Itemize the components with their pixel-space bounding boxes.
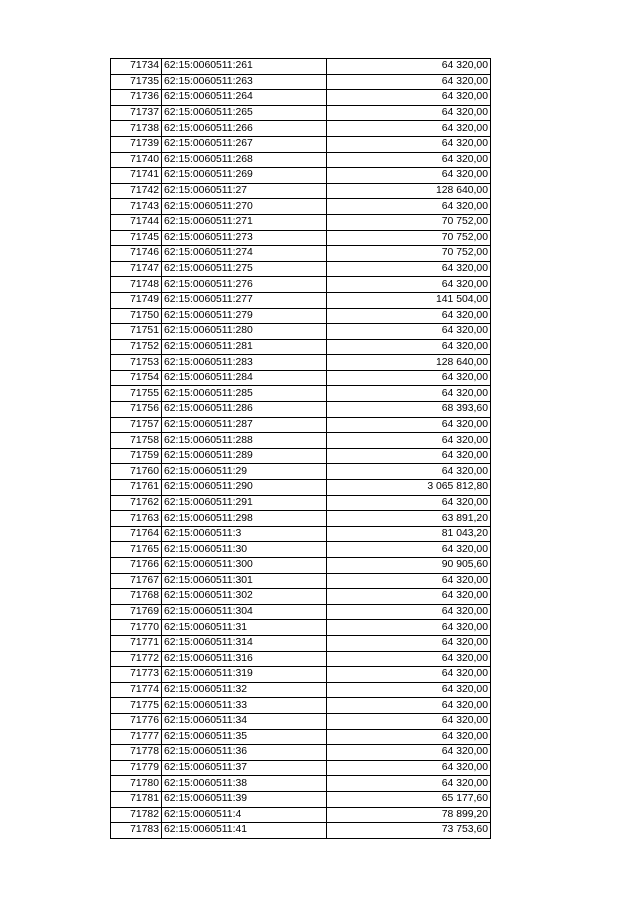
value-cell: 64 320,00 bbox=[327, 635, 491, 651]
cadastral-number-cell: 62:15:0060511:285 bbox=[162, 386, 327, 402]
table-row bbox=[111, 651, 491, 667]
value-cell: 70 752,00 bbox=[327, 230, 491, 246]
value-cell: 64 320,00 bbox=[327, 729, 491, 745]
cadastral-number-cell: 62:15:0060511:275 bbox=[162, 261, 327, 277]
table-row bbox=[111, 324, 491, 340]
table-row bbox=[111, 433, 491, 449]
row-number-cell: 71783 bbox=[111, 823, 162, 839]
row-number-cell: 71744 bbox=[111, 214, 162, 230]
value-cell: 63 891,20 bbox=[327, 511, 491, 527]
row-number-cell: 71747 bbox=[111, 261, 162, 277]
value-cell: 64 320,00 bbox=[327, 713, 491, 729]
cadastral-number-cell: 62:15:0060511:36 bbox=[162, 745, 327, 761]
row-number-cell: 71751 bbox=[111, 324, 162, 340]
cadastral-number-cell: 62:15:0060511:41 bbox=[162, 823, 327, 839]
cadastral-number-cell: 62:15:0060511:279 bbox=[162, 308, 327, 324]
table-row bbox=[111, 745, 491, 761]
row-number-cell: 71736 bbox=[111, 90, 162, 106]
cadastral-number-cell: 62:15:0060511:314 bbox=[162, 635, 327, 651]
table-row bbox=[111, 480, 491, 496]
value-cell: 64 320,00 bbox=[327, 152, 491, 168]
table-row bbox=[111, 261, 491, 277]
row-number-cell: 71738 bbox=[111, 121, 162, 137]
table-row bbox=[111, 370, 491, 386]
value-cell: 90 905,60 bbox=[327, 558, 491, 574]
table-row bbox=[111, 339, 491, 355]
row-number-cell: 71770 bbox=[111, 620, 162, 636]
table-row bbox=[111, 152, 491, 168]
cadastral-number-cell: 62:15:0060511:273 bbox=[162, 230, 327, 246]
value-cell: 73 753,60 bbox=[327, 823, 491, 839]
cadastral-number-cell: 62:15:0060511:290 bbox=[162, 480, 327, 496]
row-number-cell: 71758 bbox=[111, 433, 162, 449]
table-row bbox=[111, 682, 491, 698]
cadastral-number-cell: 62:15:0060511:316 bbox=[162, 651, 327, 667]
row-number-cell: 71760 bbox=[111, 464, 162, 480]
cadastral-number-cell: 62:15:0060511:289 bbox=[162, 448, 327, 464]
row-number-cell: 71781 bbox=[111, 791, 162, 807]
table-row bbox=[111, 199, 491, 215]
table-row bbox=[111, 168, 491, 184]
value-cell: 64 320,00 bbox=[327, 386, 491, 402]
row-number-cell: 71771 bbox=[111, 635, 162, 651]
row-number-cell: 71752 bbox=[111, 339, 162, 355]
row-number-cell: 71754 bbox=[111, 370, 162, 386]
value-cell: 64 320,00 bbox=[327, 417, 491, 433]
value-cell: 64 320,00 bbox=[327, 745, 491, 761]
table-row bbox=[111, 713, 491, 729]
value-cell: 64 320,00 bbox=[327, 90, 491, 106]
value-cell: 128 640,00 bbox=[327, 183, 491, 199]
table-row bbox=[111, 526, 491, 542]
value-cell: 81 043,20 bbox=[327, 526, 491, 542]
cadastral-number-cell: 62:15:0060511:283 bbox=[162, 355, 327, 371]
value-cell: 64 320,00 bbox=[327, 651, 491, 667]
row-number-cell: 71764 bbox=[111, 526, 162, 542]
row-number-cell: 71778 bbox=[111, 745, 162, 761]
cadastral-number-cell: 62:15:0060511:288 bbox=[162, 433, 327, 449]
row-number-cell: 71774 bbox=[111, 682, 162, 698]
row-number-cell: 71763 bbox=[111, 511, 162, 527]
table-row bbox=[111, 136, 491, 152]
table-row bbox=[111, 90, 491, 106]
cadastral-number-cell: 62:15:0060511:268 bbox=[162, 152, 327, 168]
row-number-cell: 71739 bbox=[111, 136, 162, 152]
cadastral-number-cell: 62:15:0060511:35 bbox=[162, 729, 327, 745]
value-cell: 64 320,00 bbox=[327, 308, 491, 324]
row-number-cell: 71737 bbox=[111, 105, 162, 121]
table-row bbox=[111, 74, 491, 90]
row-number-cell: 71777 bbox=[111, 729, 162, 745]
value-cell: 64 320,00 bbox=[327, 620, 491, 636]
cadastral-number-cell: 62:15:0060511:270 bbox=[162, 199, 327, 215]
table-row bbox=[111, 183, 491, 199]
value-cell: 64 320,00 bbox=[327, 542, 491, 558]
value-cell: 64 320,00 bbox=[327, 121, 491, 137]
row-number-cell: 71775 bbox=[111, 698, 162, 714]
value-cell: 64 320,00 bbox=[327, 370, 491, 386]
value-cell: 64 320,00 bbox=[327, 324, 491, 340]
value-cell: 128 640,00 bbox=[327, 355, 491, 371]
cadastral-number-cell: 62:15:0060511:38 bbox=[162, 776, 327, 792]
row-number-cell: 71756 bbox=[111, 402, 162, 418]
value-cell: 70 752,00 bbox=[327, 214, 491, 230]
table-row bbox=[111, 573, 491, 589]
row-number-cell: 71773 bbox=[111, 667, 162, 683]
row-number-cell: 71779 bbox=[111, 760, 162, 776]
cadastral-number-cell: 62:15:0060511:31 bbox=[162, 620, 327, 636]
table-row bbox=[111, 542, 491, 558]
value-cell: 64 320,00 bbox=[327, 433, 491, 449]
value-cell: 64 320,00 bbox=[327, 74, 491, 90]
table-row bbox=[111, 558, 491, 574]
value-cell: 64 320,00 bbox=[327, 760, 491, 776]
row-number-cell: 71780 bbox=[111, 776, 162, 792]
cadastral-number-cell: 62:15:0060511:29 bbox=[162, 464, 327, 480]
cadastral-number-cell: 62:15:0060511:291 bbox=[162, 495, 327, 511]
row-number-cell: 71742 bbox=[111, 183, 162, 199]
table-row bbox=[111, 292, 491, 308]
value-cell: 64 320,00 bbox=[327, 261, 491, 277]
cadastral-number-cell: 62:15:0060511:284 bbox=[162, 370, 327, 386]
table-row bbox=[111, 355, 491, 371]
row-number-cell: 71734 bbox=[111, 59, 162, 75]
table-row bbox=[111, 230, 491, 246]
cadastral-number-cell: 62:15:0060511:302 bbox=[162, 589, 327, 605]
cadastral-number-cell: 62:15:0060511:263 bbox=[162, 74, 327, 90]
cadastral-number-cell: 62:15:0060511:271 bbox=[162, 214, 327, 230]
table-row bbox=[111, 698, 491, 714]
row-number-cell: 71743 bbox=[111, 199, 162, 215]
cadastral-number-cell: 62:15:0060511:286 bbox=[162, 402, 327, 418]
value-cell: 65 177,60 bbox=[327, 791, 491, 807]
cadastral-number-cell: 62:15:0060511:4 bbox=[162, 807, 327, 823]
cadastral-number-cell: 62:15:0060511:280 bbox=[162, 324, 327, 340]
row-number-cell: 71755 bbox=[111, 386, 162, 402]
row-number-cell: 71776 bbox=[111, 713, 162, 729]
row-number-cell: 71772 bbox=[111, 651, 162, 667]
cadastral-number-cell: 62:15:0060511:300 bbox=[162, 558, 327, 574]
cadastral-number-cell: 62:15:0060511:304 bbox=[162, 604, 327, 620]
table-row bbox=[111, 417, 491, 433]
table-row bbox=[111, 277, 491, 293]
row-number-cell: 71746 bbox=[111, 246, 162, 262]
cadastral-number-cell: 62:15:0060511:301 bbox=[162, 573, 327, 589]
row-number-cell: 71735 bbox=[111, 74, 162, 90]
value-cell: 64 320,00 bbox=[327, 277, 491, 293]
row-number-cell: 71748 bbox=[111, 277, 162, 293]
row-number-cell: 71745 bbox=[111, 230, 162, 246]
value-cell: 64 320,00 bbox=[327, 776, 491, 792]
row-number-cell: 71767 bbox=[111, 573, 162, 589]
cadastral-number-cell: 62:15:0060511:27 bbox=[162, 183, 327, 199]
cadastral-number-cell: 62:15:0060511:34 bbox=[162, 713, 327, 729]
table-row bbox=[111, 448, 491, 464]
table-row bbox=[111, 59, 491, 75]
table-row bbox=[111, 791, 491, 807]
table-row bbox=[111, 402, 491, 418]
table-row bbox=[111, 635, 491, 651]
row-number-cell: 71757 bbox=[111, 417, 162, 433]
table-row bbox=[111, 495, 491, 511]
value-cell: 64 320,00 bbox=[327, 448, 491, 464]
table-row bbox=[111, 823, 491, 839]
cadastral-number-cell: 62:15:0060511:281 bbox=[162, 339, 327, 355]
row-number-cell: 71749 bbox=[111, 292, 162, 308]
cadastral-number-cell: 62:15:0060511:277 bbox=[162, 292, 327, 308]
value-cell: 64 320,00 bbox=[327, 682, 491, 698]
cadastral-number-cell: 62:15:0060511:269 bbox=[162, 168, 327, 184]
cadastral-value-table bbox=[110, 58, 491, 839]
value-cell: 70 752,00 bbox=[327, 246, 491, 262]
table-body bbox=[111, 59, 491, 839]
cadastral-number-cell: 62:15:0060511:33 bbox=[162, 698, 327, 714]
value-cell: 64 320,00 bbox=[327, 667, 491, 683]
value-cell: 78 899,20 bbox=[327, 807, 491, 823]
table-row bbox=[111, 214, 491, 230]
cadastral-number-cell: 62:15:0060511:264 bbox=[162, 90, 327, 106]
value-cell: 141 504,00 bbox=[327, 292, 491, 308]
value-cell: 3 065 812,80 bbox=[327, 480, 491, 496]
table-row bbox=[111, 667, 491, 683]
cadastral-number-cell: 62:15:0060511:298 bbox=[162, 511, 327, 527]
value-cell: 64 320,00 bbox=[327, 199, 491, 215]
table-row bbox=[111, 246, 491, 262]
table-row bbox=[111, 729, 491, 745]
cadastral-number-cell: 62:15:0060511:274 bbox=[162, 246, 327, 262]
table-row bbox=[111, 308, 491, 324]
table-row bbox=[111, 807, 491, 823]
value-cell: 64 320,00 bbox=[327, 604, 491, 620]
value-cell: 64 320,00 bbox=[327, 339, 491, 355]
row-number-cell: 71759 bbox=[111, 448, 162, 464]
row-number-cell: 71762 bbox=[111, 495, 162, 511]
row-number-cell: 71765 bbox=[111, 542, 162, 558]
row-number-cell: 71740 bbox=[111, 152, 162, 168]
value-cell: 64 320,00 bbox=[327, 698, 491, 714]
cadastral-number-cell: 62:15:0060511:32 bbox=[162, 682, 327, 698]
cadastral-number-cell: 62:15:0060511:30 bbox=[162, 542, 327, 558]
value-cell: 64 320,00 bbox=[327, 168, 491, 184]
table-row bbox=[111, 121, 491, 137]
table-row bbox=[111, 386, 491, 402]
table-row bbox=[111, 589, 491, 605]
cadastral-number-cell: 62:15:0060511:276 bbox=[162, 277, 327, 293]
table-row bbox=[111, 760, 491, 776]
cadastral-number-cell: 62:15:0060511:267 bbox=[162, 136, 327, 152]
table-row bbox=[111, 105, 491, 121]
cadastral-number-cell: 62:15:0060511:265 bbox=[162, 105, 327, 121]
table-row bbox=[111, 620, 491, 636]
cadastral-number-cell: 62:15:0060511:287 bbox=[162, 417, 327, 433]
row-number-cell: 71750 bbox=[111, 308, 162, 324]
value-cell: 68 393,60 bbox=[327, 402, 491, 418]
value-cell: 64 320,00 bbox=[327, 464, 491, 480]
value-cell: 64 320,00 bbox=[327, 136, 491, 152]
row-number-cell: 71741 bbox=[111, 168, 162, 184]
table-row bbox=[111, 511, 491, 527]
row-number-cell: 71766 bbox=[111, 558, 162, 574]
row-number-cell: 71768 bbox=[111, 589, 162, 605]
cadastral-number-cell: 62:15:0060511:37 bbox=[162, 760, 327, 776]
row-number-cell: 71769 bbox=[111, 604, 162, 620]
value-cell: 64 320,00 bbox=[327, 589, 491, 605]
cadastral-number-cell: 62:15:0060511:3 bbox=[162, 526, 327, 542]
table-row bbox=[111, 464, 491, 480]
value-cell: 64 320,00 bbox=[327, 573, 491, 589]
table-row bbox=[111, 604, 491, 620]
value-cell: 64 320,00 bbox=[327, 495, 491, 511]
cadastral-number-cell: 62:15:0060511:261 bbox=[162, 59, 327, 75]
value-cell: 64 320,00 bbox=[327, 59, 491, 75]
cadastral-number-cell: 62:15:0060511:266 bbox=[162, 121, 327, 137]
row-number-cell: 71761 bbox=[111, 480, 162, 496]
cadastral-number-cell: 62:15:0060511:39 bbox=[162, 791, 327, 807]
cadastral-number-cell: 62:15:0060511:319 bbox=[162, 667, 327, 683]
table-row bbox=[111, 776, 491, 792]
value-cell: 64 320,00 bbox=[327, 105, 491, 121]
row-number-cell: 71753 bbox=[111, 355, 162, 371]
row-number-cell: 71782 bbox=[111, 807, 162, 823]
